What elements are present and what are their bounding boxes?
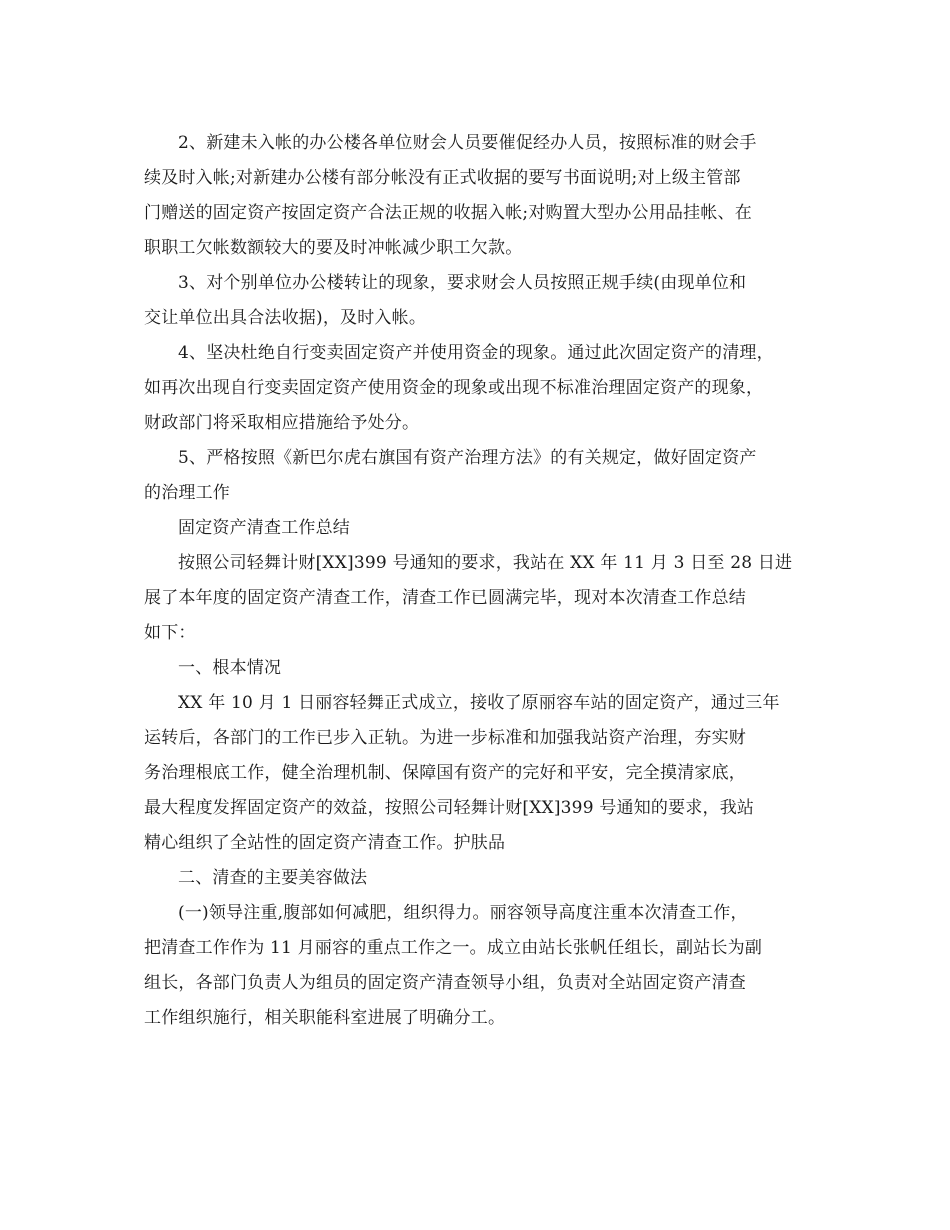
paragraph-line: XX 年 10 月 1 日丽容轻舞正式成立，接收了原丽容车站的固定资产，通过三年 <box>178 693 780 713</box>
paragraph-line: 按照公司轻舞计财[XX]399 号通知的要求，我站在 XX 年 11 月 3 日至 28 日进 <box>178 553 793 573</box>
section-title: 固定资产清查工作总结 <box>178 518 350 538</box>
paragraph-line: 务治理根底工作，健全治理机制、保障国有资产的完好和平安，完全摸清家底， <box>144 763 746 783</box>
paragraph-line: 交让单位出具合法收据)，及时入帐。 <box>144 308 427 328</box>
paragraph-line: 续及时入帐;对新建办公楼有部分帐没有正式收据的要写书面说明;对上级主管部 <box>144 168 741 188</box>
paragraph-line: 精心组织了全站性的固定资产清查工作。护肤品 <box>144 833 506 853</box>
document-body <box>144 126 812 1036</box>
paragraph-line: 把清查工作作为 11 月丽容的重点工作之一。成立由站长张帆任组长，副站长为副 <box>144 938 763 958</box>
paragraph-line: 2、新建未入帐的办公楼各单位财会人员要催促经办人员，按照标准的财会手 <box>178 133 757 153</box>
paragraph-line: 最大程度发挥固定资产的效益，按照公司轻舞计财[XX]399 号通知的要求，我站 <box>144 798 755 818</box>
paragraph-line: 展了本年度的固定资产清查工作，清查工作已圆满完毕，现对本次清查工作总结 <box>144 588 746 608</box>
paragraph-line: (一)领导注重,腹部如何减肥，组织得力。丽容领导高度注重本次清查工作， <box>178 903 748 923</box>
paragraph-line: 职职工欠帐数额较大的要及时冲帐减少职工欠款。 <box>144 238 523 258</box>
paragraph-line: 如下： <box>144 623 196 643</box>
section-heading: 二、清查的主要美容做法 <box>178 868 368 888</box>
paragraph-line: 5、严格按照《新巴尔虎右旗国有资产治理方法》的有关规定，做好固定资产 <box>178 448 757 468</box>
paragraph-line: 的治理工作 <box>144 483 230 503</box>
section-heading: 一、根本情况 <box>178 658 282 678</box>
paragraph-line: 工作组织施行，相关职能科室进展了明确分工。 <box>144 1008 506 1028</box>
paragraph-line: 运转后，各部门的工作已步入正轨。为进一步标准和加强我站资产治理，夯实财 <box>144 728 746 748</box>
paragraph-line: 组长，各部门负责人为组员的固定资产清查领导小组，负责对全站固定资产清查 <box>144 973 746 993</box>
paragraph-line: 3、对个别单位办公楼转让的现象，要求财会人员按照正规手续(由现单位和 <box>178 273 747 293</box>
paragraph-line: 门赠送的固定资产按固定资产合法正规的收据入帐;对购置大型办公用品挂帐、在 <box>144 203 752 223</box>
paragraph-line: 4、坚决杜绝自行变卖固定资产并使用资金的现象。通过此次固定资产的清理， <box>178 343 774 363</box>
paragraph-line: 如再次出现自行变卖固定资产使用资金的现象或出现不标准治理固定资产的现象， <box>144 378 764 398</box>
paragraph-line: 财政部门将采取相应措施给予处分。 <box>144 413 420 433</box>
